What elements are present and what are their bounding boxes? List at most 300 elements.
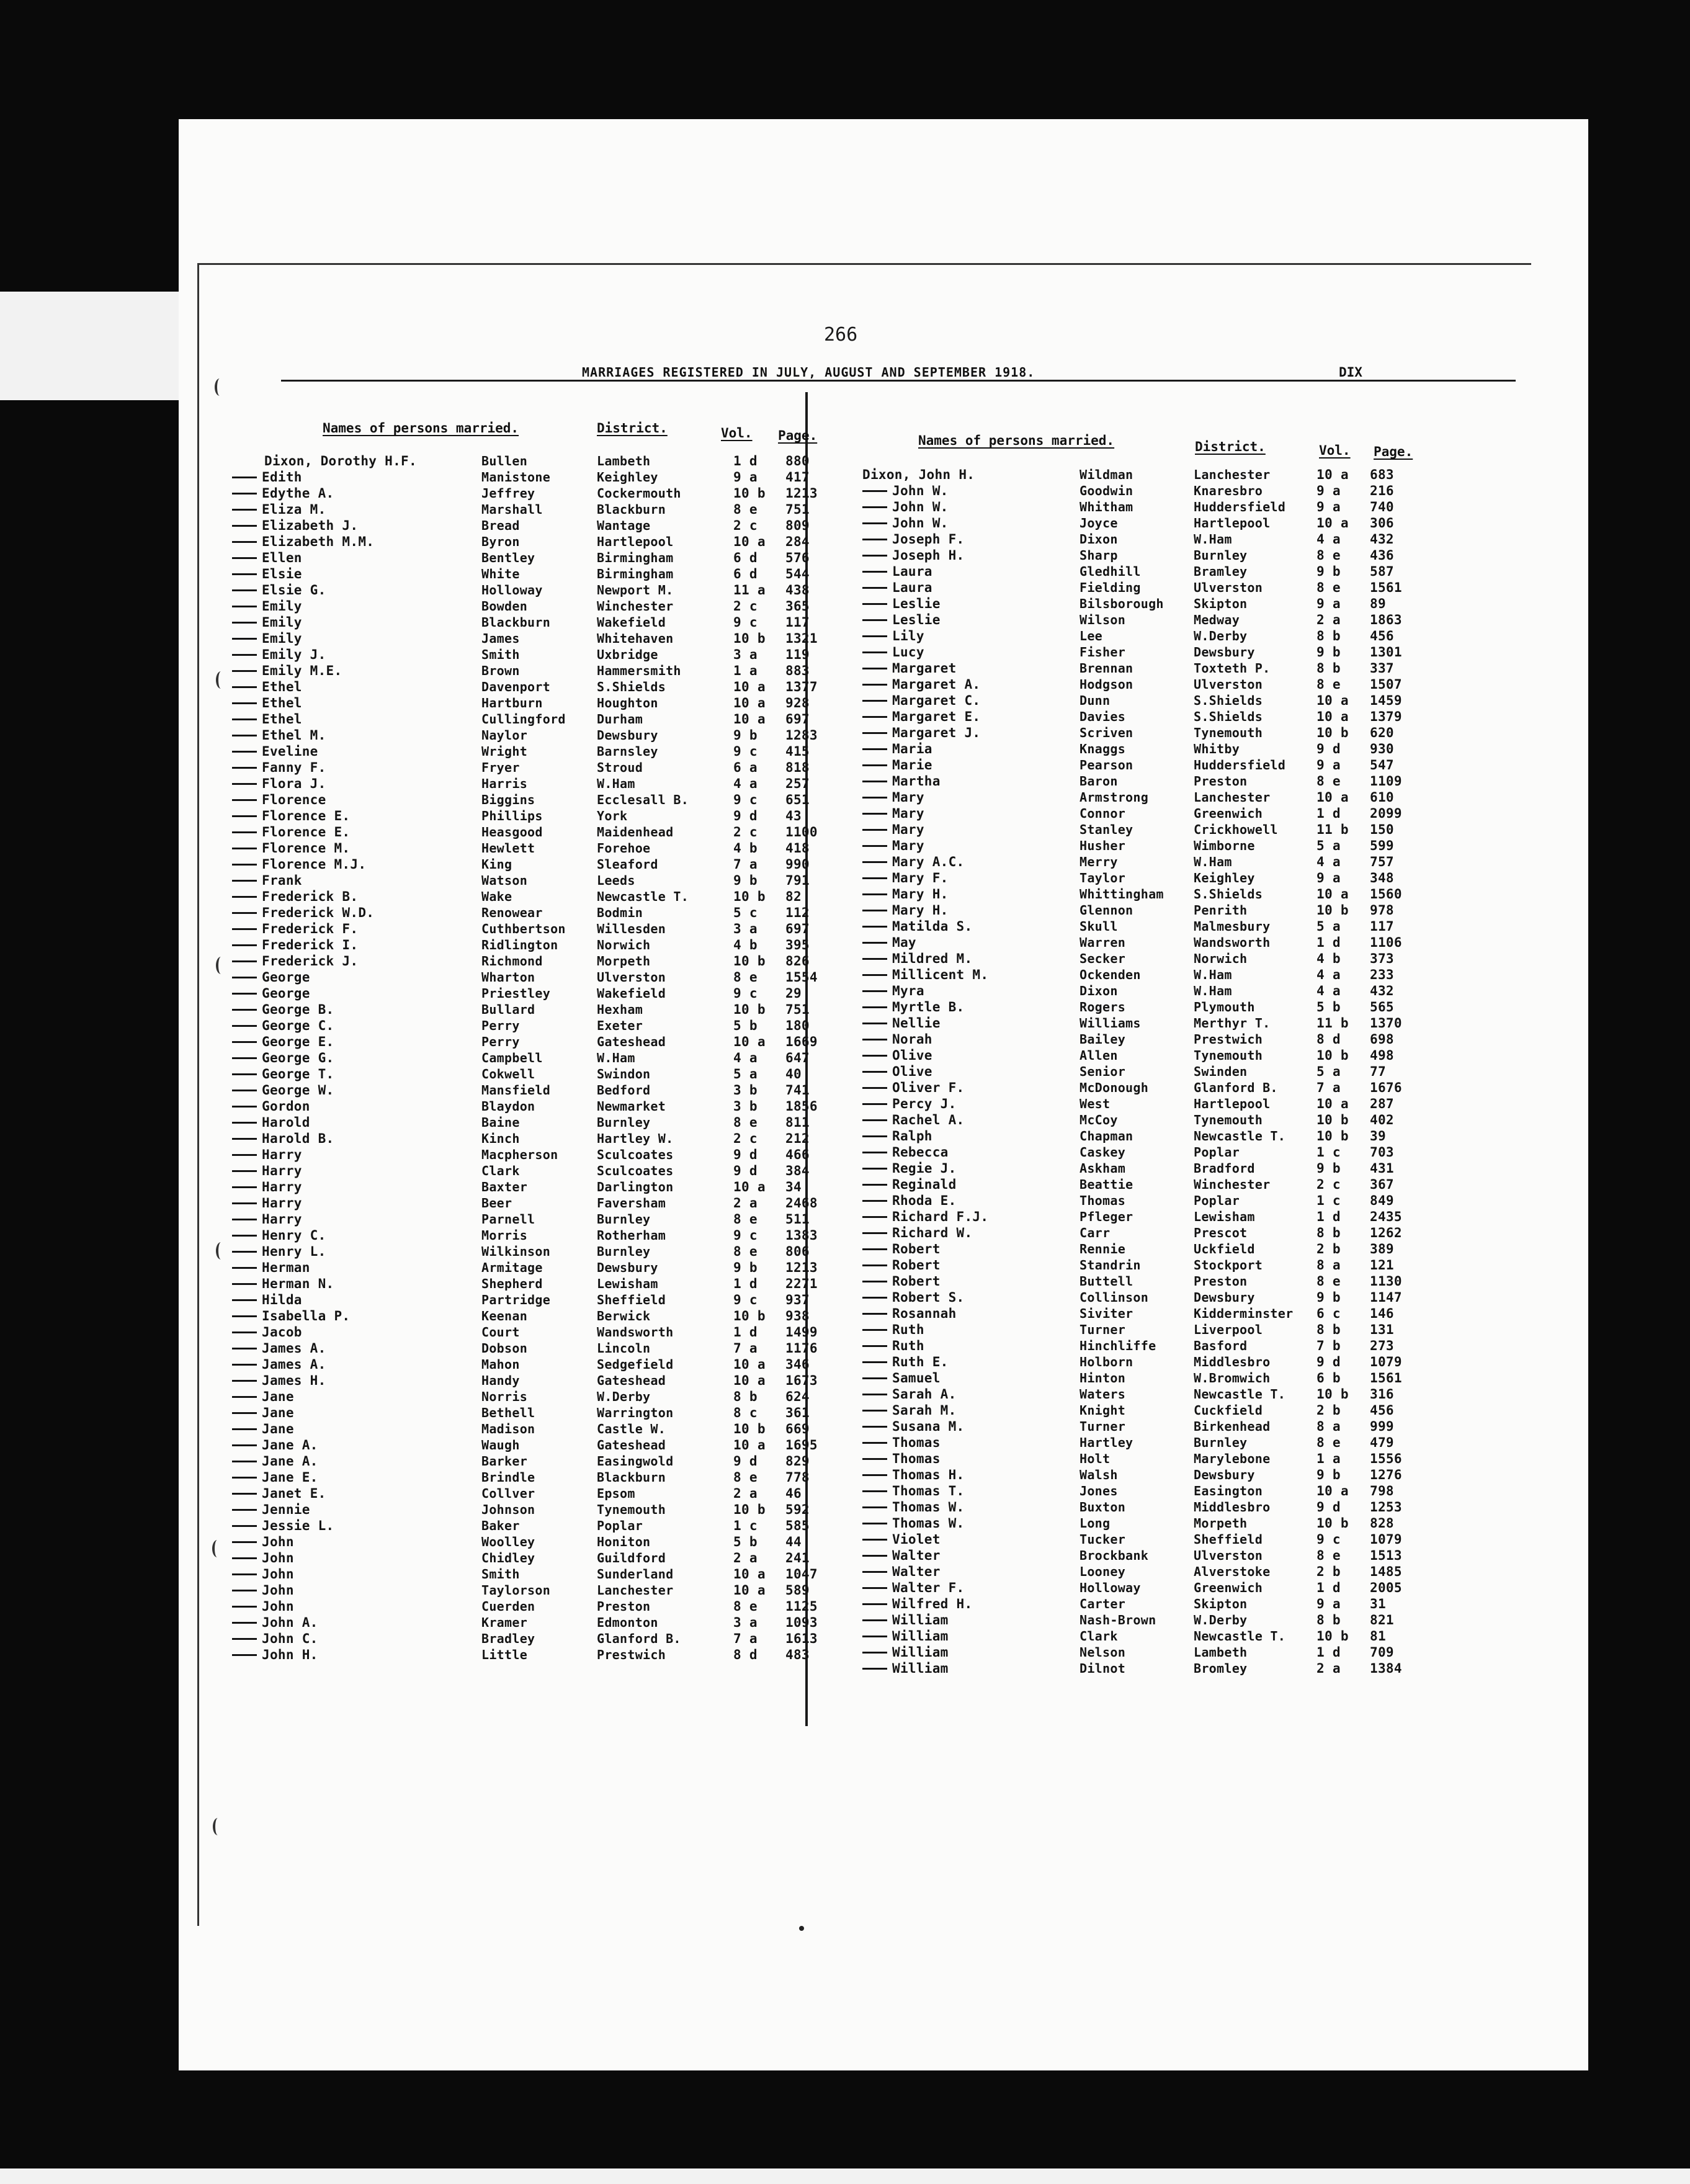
- register-entry: [232, 808, 828, 824]
- entry-district: Penrith: [1194, 903, 1248, 918]
- entry-district: Keighley: [597, 470, 658, 485]
- register-entry: [862, 1225, 1421, 1241]
- entry-page: 669: [785, 1421, 810, 1436]
- register-entry: [232, 937, 828, 953]
- ditto-dash: [862, 716, 887, 718]
- entry-spouse: Allen: [1080, 1048, 1118, 1063]
- ditto-dash: [862, 1313, 887, 1315]
- entry-district: S.Shields: [1194, 887, 1263, 902]
- ditto-dash: [232, 1154, 257, 1156]
- entry-spouse: Buxton: [1080, 1500, 1126, 1515]
- register-entry: [862, 1547, 1421, 1564]
- entry-name: Susana M.: [892, 1419, 965, 1434]
- entry-district: Ulverston: [597, 970, 666, 985]
- entry-page: 2271: [785, 1276, 818, 1291]
- entry-name: John H.: [262, 1647, 318, 1662]
- register-entry: [862, 1660, 1421, 1676]
- entry-page: 930: [1370, 741, 1394, 756]
- register-entry: [862, 1386, 1421, 1402]
- entry-page: 365: [785, 599, 810, 614]
- entry-district: Prescot: [1194, 1225, 1248, 1240]
- entry-name: Walter F.: [892, 1580, 965, 1595]
- entry-spouse: Bailey: [1080, 1032, 1126, 1047]
- register-entry: [232, 1066, 828, 1082]
- entry-vol: 10 b: [1317, 1048, 1349, 1063]
- entry-name: William: [892, 1613, 949, 1627]
- ditto-dash: [232, 686, 257, 688]
- entry-spouse: Dixon: [1080, 983, 1118, 998]
- entry-district: Lambeth: [597, 454, 651, 468]
- entry-vol: 4 b: [733, 841, 758, 856]
- ditto-dash: [862, 990, 887, 992]
- entry-spouse: Baxter: [481, 1179, 528, 1194]
- binder-hole-6: [213, 1818, 223, 1835]
- entry-spouse: Secker: [1080, 951, 1126, 966]
- entry-name: Elizabeth M.M.: [262, 534, 375, 549]
- register-entry: [232, 727, 828, 743]
- entry-page: 146: [1370, 1306, 1394, 1321]
- entry-name: Harold: [262, 1115, 310, 1130]
- entry-vol: 3 a: [733, 647, 758, 662]
- entry-page: 131: [1370, 1322, 1394, 1337]
- entry-name: Laura: [892, 580, 932, 595]
- entry-name: Rhoda E.: [892, 1193, 957, 1208]
- entry-name: John W.: [892, 499, 949, 514]
- entry-spouse: Cuthbertson: [481, 921, 566, 936]
- entry-name: Percy J.: [892, 1096, 957, 1111]
- entry-page: 697: [785, 712, 810, 727]
- ditto-dash: [232, 702, 257, 704]
- entry-page: 599: [1370, 838, 1394, 853]
- entry-spouse: Jones: [1080, 1484, 1118, 1498]
- ditto-dash: [862, 1071, 887, 1073]
- entry-name: Robert: [892, 1274, 941, 1289]
- ditto-dash: [232, 718, 257, 720]
- entry-district: Middlesbro: [1194, 1500, 1271, 1515]
- entry-page: 431: [1370, 1161, 1394, 1176]
- register-entry: [862, 934, 1421, 951]
- entry-district: Preston: [1194, 1274, 1248, 1289]
- entry-district: Ecclesall B.: [597, 792, 689, 807]
- entry-district: Edmonton: [597, 1615, 658, 1630]
- entry-spouse: Holloway: [1080, 1580, 1141, 1595]
- entry-vol: 5 a: [1317, 919, 1341, 934]
- register-entry: [232, 1195, 828, 1211]
- entry-page: 44: [785, 1534, 802, 1549]
- entry-vol: 1 d: [1317, 1580, 1341, 1595]
- register-entry: [232, 1534, 828, 1550]
- entry-district: Huddersfield: [1194, 758, 1286, 772]
- entry-district: Bradford: [1194, 1161, 1255, 1176]
- entry-name: James A.: [262, 1341, 326, 1356]
- register-entry: [862, 999, 1421, 1015]
- sheet-edge-left: [197, 263, 199, 1926]
- entry-district: Marylebone: [1194, 1451, 1271, 1466]
- entry-spouse: Waugh: [481, 1438, 520, 1452]
- entry-vol: 10 b: [1317, 1387, 1349, 1402]
- entry-district: Willesden: [597, 921, 666, 936]
- entry-page: 1301: [1370, 645, 1402, 660]
- entry-vol: 8 e: [733, 1212, 758, 1227]
- entry-vol: 9 a: [1317, 483, 1341, 498]
- register-entry: [862, 1305, 1421, 1322]
- entry-district: Newcastle T.: [1194, 1129, 1286, 1143]
- entry-vol: 9 c: [733, 615, 758, 630]
- register-entry: [232, 1292, 828, 1308]
- register-entry: [862, 725, 1421, 741]
- entry-name: Florence E.: [262, 808, 351, 823]
- register-entry: [862, 612, 1421, 628]
- entry-name: Thomas W.: [892, 1500, 965, 1515]
- ditto-dash: [232, 1348, 257, 1349]
- entry-spouse: Watson: [481, 873, 528, 888]
- entry-page: 544: [785, 566, 810, 581]
- entry-page: 1459: [1370, 693, 1402, 708]
- entry-page: 417: [785, 470, 810, 485]
- entry-district: Newmarket: [597, 1099, 666, 1114]
- entry-page: 1554: [785, 970, 818, 985]
- entry-district: Honiton: [597, 1534, 651, 1549]
- entry-page: 697: [785, 921, 810, 936]
- ditto-dash: [232, 1025, 257, 1027]
- entry-district: Greenwich: [1194, 806, 1263, 821]
- entry-district: Bramley: [1194, 564, 1248, 579]
- entry-vol: 1 c: [1317, 1193, 1341, 1208]
- entry-district: Bodmin: [597, 905, 643, 920]
- entry-vol: 4 a: [1317, 967, 1341, 982]
- entry-spouse: Rennie: [1080, 1242, 1126, 1256]
- entry-name: Gordon: [262, 1099, 310, 1114]
- ditto-dash: [862, 1474, 887, 1476]
- register-entry: [862, 821, 1421, 838]
- ditto-dash: [232, 1186, 257, 1188]
- entry-page: 1213: [785, 486, 818, 501]
- ditto-dash: [232, 541, 257, 543]
- ditto-dash: [232, 1299, 257, 1301]
- binder-hole-5: [212, 1540, 222, 1557]
- register-entry: [862, 644, 1421, 660]
- entry-district: Norwich: [597, 938, 651, 952]
- register-entry: [862, 1628, 1421, 1644]
- entry-district: Poplar: [597, 1518, 643, 1533]
- entry-page: 316: [1370, 1387, 1394, 1402]
- entry-district: Birmingham: [597, 566, 674, 581]
- register-entry: [232, 1324, 828, 1340]
- ditto-dash: [232, 1283, 257, 1285]
- register-entry: [232, 872, 828, 888]
- entry-district: Tynemouth: [1194, 1112, 1263, 1127]
- register-entry: [232, 1582, 828, 1598]
- ditto-dash: [862, 1345, 887, 1347]
- entry-page: 1485: [1370, 1564, 1402, 1579]
- ditto-dash: [232, 1541, 257, 1543]
- ditto-dash: [232, 1461, 257, 1462]
- entry-page: 703: [1370, 1145, 1394, 1160]
- ditto-dash: [862, 1119, 887, 1121]
- register-entry: [862, 1434, 1421, 1451]
- entry-spouse: Knight: [1080, 1403, 1126, 1418]
- entry-page: 43: [785, 808, 802, 823]
- entry-vol: 10 b: [733, 1421, 766, 1436]
- ditto-dash: [232, 1073, 257, 1075]
- entry-page: 698: [1370, 1032, 1394, 1047]
- entry-page: 1079: [1370, 1354, 1402, 1369]
- ditto-dash: [862, 1490, 887, 1492]
- entry-spouse: Fielding: [1080, 580, 1141, 595]
- entry-vol: 7 a: [733, 857, 758, 872]
- ditto-dash: [232, 1202, 257, 1204]
- entry-name: John W.: [892, 516, 949, 530]
- ditto-dash: [862, 1410, 887, 1412]
- entry-spouse: Perry: [481, 1034, 520, 1049]
- entry-spouse: Pearson: [1080, 758, 1133, 772]
- ditto-dash: [232, 831, 257, 833]
- entry-spouse: Connor: [1080, 806, 1126, 821]
- entry-district: Basford: [1194, 1338, 1248, 1353]
- register-entry: [862, 628, 1421, 644]
- register-entry: [232, 921, 828, 937]
- entry-spouse: Little: [481, 1647, 528, 1662]
- entry-name: Walter: [892, 1548, 941, 1563]
- entry-spouse: Davenport: [481, 679, 551, 694]
- entry-name: George B.: [262, 1002, 334, 1017]
- entry-name: Jane A.: [262, 1454, 318, 1469]
- film-edge-bottom: [0, 2168, 1690, 2184]
- entry-district: Wakefield: [597, 986, 666, 1001]
- entry-spouse: Shepherd: [481, 1276, 543, 1291]
- entry-spouse: Gledhill: [1080, 564, 1141, 579]
- entry-vol: 10 a: [1317, 693, 1349, 708]
- entry-vol: 8 b: [733, 1389, 758, 1404]
- entry-vol: 8 e: [733, 1244, 758, 1259]
- entry-page: 978: [1370, 903, 1394, 918]
- right-header-names: Names of persons married.: [918, 433, 1115, 448]
- entry-name: Myra: [892, 983, 924, 998]
- entry-name: Mary F.: [892, 870, 949, 885]
- entry-vol: 2 b: [1317, 1403, 1341, 1418]
- entry-vol: 5 a: [1317, 1064, 1341, 1079]
- entry-vol: 9 b: [1317, 645, 1341, 660]
- entry-spouse: Dunn: [1080, 693, 1111, 708]
- entry-spouse: Standrin: [1080, 1258, 1141, 1273]
- entry-name: Joseph F.: [892, 532, 965, 547]
- entry-district: Dewsbury: [1194, 645, 1255, 660]
- entry-name: Thomas: [892, 1451, 941, 1466]
- entry-district: Malmesbury: [1194, 919, 1271, 934]
- entry-district: Stroud: [597, 760, 643, 775]
- entry-name: Ethel M.: [262, 728, 326, 743]
- entry-page: 121: [1370, 1258, 1394, 1273]
- entry-district: Darlington: [597, 1179, 674, 1194]
- entry-name: John: [262, 1599, 294, 1614]
- ditto-dash: [862, 1652, 887, 1654]
- entry-district: W.Bromwich: [1194, 1371, 1271, 1385]
- entry-page: 112: [785, 905, 810, 920]
- entry-vol: 10 b: [733, 1002, 766, 1017]
- entry-spouse: Hodgson: [1080, 677, 1133, 692]
- register-entry: [862, 676, 1421, 692]
- entry-spouse: Joyce: [1080, 516, 1118, 530]
- register-entry: [232, 743, 828, 759]
- entry-vol: 10 a: [1317, 516, 1349, 530]
- ditto-dash: [232, 1041, 257, 1043]
- entry-spouse: King: [481, 857, 512, 872]
- entry-district: Whitby: [1194, 741, 1240, 756]
- entry-district: Greenwich: [1194, 1580, 1263, 1595]
- entry-name: Matilda S.: [892, 919, 973, 934]
- register-entry: [862, 1160, 1421, 1176]
- entry-page: 498: [1370, 1048, 1394, 1063]
- entry-page: 610: [1370, 790, 1394, 805]
- entry-vol: 10 b: [733, 1502, 766, 1517]
- entry-page: 587: [1370, 564, 1394, 579]
- ditto-dash: [232, 477, 257, 478]
- ditto-dash: [862, 781, 887, 782]
- entry-page: 1695: [785, 1438, 818, 1452]
- entry-page: 241: [785, 1551, 810, 1565]
- ditto-dash: [862, 1394, 887, 1395]
- entry-vol: 2 b: [1317, 1242, 1341, 1256]
- register-entry: [232, 953, 828, 969]
- entry-vol: 2 a: [1317, 612, 1341, 627]
- entry-district: Warrington: [597, 1405, 674, 1420]
- register-entry: [862, 1564, 1421, 1580]
- entry-spouse: Glennon: [1080, 903, 1133, 918]
- entry-spouse: Bentley: [481, 550, 535, 565]
- entry-vol: 2 b: [1317, 1564, 1341, 1579]
- entry-page: 46: [785, 1486, 802, 1501]
- entry-name: Martha: [892, 774, 941, 789]
- entry-vol: 2 c: [733, 825, 758, 839]
- entry-spouse: Goodwin: [1080, 483, 1133, 498]
- entry-page: 233: [1370, 967, 1394, 982]
- entry-district: Guildford: [597, 1551, 666, 1565]
- entry-spouse: Brockbank: [1080, 1548, 1149, 1563]
- entry-district: Durham: [597, 712, 643, 727]
- entry-vol: 3 a: [733, 1615, 758, 1630]
- entry-district: Birmingham: [597, 550, 674, 565]
- ditto-dash: [232, 1606, 257, 1608]
- register-entry: [862, 1402, 1421, 1418]
- entry-vol: 9 a: [1317, 870, 1341, 885]
- binder-hole-1: [215, 378, 225, 396]
- entry-spouse: Collinson: [1080, 1290, 1149, 1305]
- entry-vol: 6 d: [733, 566, 758, 581]
- entry-name: Reginald: [892, 1177, 957, 1192]
- ditto-dash: [232, 977, 257, 978]
- register-entry: [232, 1260, 828, 1276]
- register-entry: [232, 1647, 828, 1663]
- entry-district: Epsom: [597, 1486, 635, 1501]
- entry-vol: 4 a: [1317, 983, 1341, 998]
- entry-spouse: Askham: [1080, 1161, 1126, 1176]
- entry-vol: 10 b: [1317, 1516, 1349, 1531]
- entry-vol: 10 a: [733, 696, 766, 710]
- register-entry: [232, 501, 828, 517]
- entry-spouse: Looney: [1080, 1564, 1126, 1579]
- entry-district: Newport M.: [597, 583, 674, 597]
- ditto-dash: [862, 1539, 887, 1541]
- entry-name: Mary H.: [892, 903, 949, 918]
- entry-page: 31: [1370, 1596, 1386, 1611]
- ditto-dash: [862, 700, 887, 702]
- register-entry: [862, 854, 1421, 870]
- entry-name: Flora J.: [262, 776, 326, 791]
- entry-page: 212: [785, 1131, 810, 1146]
- entry-spouse: Hinton: [1080, 1371, 1126, 1385]
- entry-district: Preston: [1194, 774, 1248, 789]
- register-entry: [232, 566, 828, 582]
- entry-page: 34: [785, 1179, 802, 1194]
- entry-district: Uckfield: [1194, 1242, 1255, 1256]
- entry-page: 1276: [1370, 1467, 1402, 1482]
- entry-spouse: Collver: [481, 1486, 535, 1501]
- entry-vol: 9 a: [1317, 499, 1341, 514]
- entry-district: Lanchester: [1194, 467, 1271, 482]
- ditto-dash: [862, 1184, 887, 1186]
- entry-name: Edythe A.: [262, 486, 334, 501]
- entry-page: 117: [1370, 919, 1394, 934]
- entry-district: Winchester: [1194, 1177, 1271, 1192]
- entry-spouse: Siviter: [1080, 1306, 1133, 1321]
- entry-page: 89: [1370, 596, 1386, 611]
- register-entry: [232, 1502, 828, 1518]
- register-entry: [232, 1356, 828, 1372]
- entry-district: Prestwich: [1194, 1032, 1263, 1047]
- entry-page: 1047: [785, 1567, 818, 1582]
- entry-page: 1669: [785, 1034, 818, 1049]
- entry-spouse: Bullard: [481, 1002, 535, 1017]
- entry-district: Tynemouth: [597, 1502, 666, 1517]
- entry-spouse: Skull: [1080, 919, 1118, 934]
- entry-district: Rotherham: [597, 1228, 666, 1243]
- register-entry: [232, 469, 828, 485]
- entry-district: York: [597, 808, 628, 823]
- entry-name: George E.: [262, 1034, 334, 1049]
- entry-spouse: Priestley: [481, 986, 551, 1001]
- ditto-dash: [862, 1168, 887, 1170]
- register-entry: [862, 1499, 1421, 1515]
- entry-spouse: Cuerden: [481, 1599, 535, 1614]
- binder-hole-2: [216, 671, 226, 689]
- ditto-dash: [862, 958, 887, 960]
- register-entry: [862, 1209, 1421, 1225]
- entry-spouse: Morris: [481, 1228, 528, 1243]
- register-entry: [232, 1034, 828, 1050]
- ditto-dash: [862, 893, 887, 895]
- entry-name: George C.: [262, 1018, 334, 1033]
- binder-hole-4: [216, 1242, 226, 1260]
- register-entry: [862, 1451, 1421, 1467]
- entry-spouse: Ockenden: [1080, 967, 1141, 982]
- entry-spouse: Cullingford: [481, 712, 566, 727]
- entry-spouse: Chidley: [481, 1551, 535, 1565]
- entry-name: Frank: [262, 873, 302, 888]
- film-edge-left: [0, 292, 180, 400]
- entry-name: Isabella P.: [262, 1309, 351, 1323]
- entry-district: Leeds: [597, 873, 635, 888]
- ditto-dash: [862, 1523, 887, 1524]
- entry-district: Prestwich: [597, 1647, 666, 1662]
- entry-page: 306: [1370, 516, 1394, 530]
- entry-page: 337: [1370, 661, 1394, 676]
- entry-vol: 6 c: [1317, 1306, 1341, 1321]
- entry-spouse: Manistone: [481, 470, 551, 485]
- register-entry: [862, 918, 1421, 934]
- entry-page: 1213: [785, 1260, 818, 1275]
- entry-vol: 10 b: [733, 631, 766, 646]
- register-entry: [862, 805, 1421, 821]
